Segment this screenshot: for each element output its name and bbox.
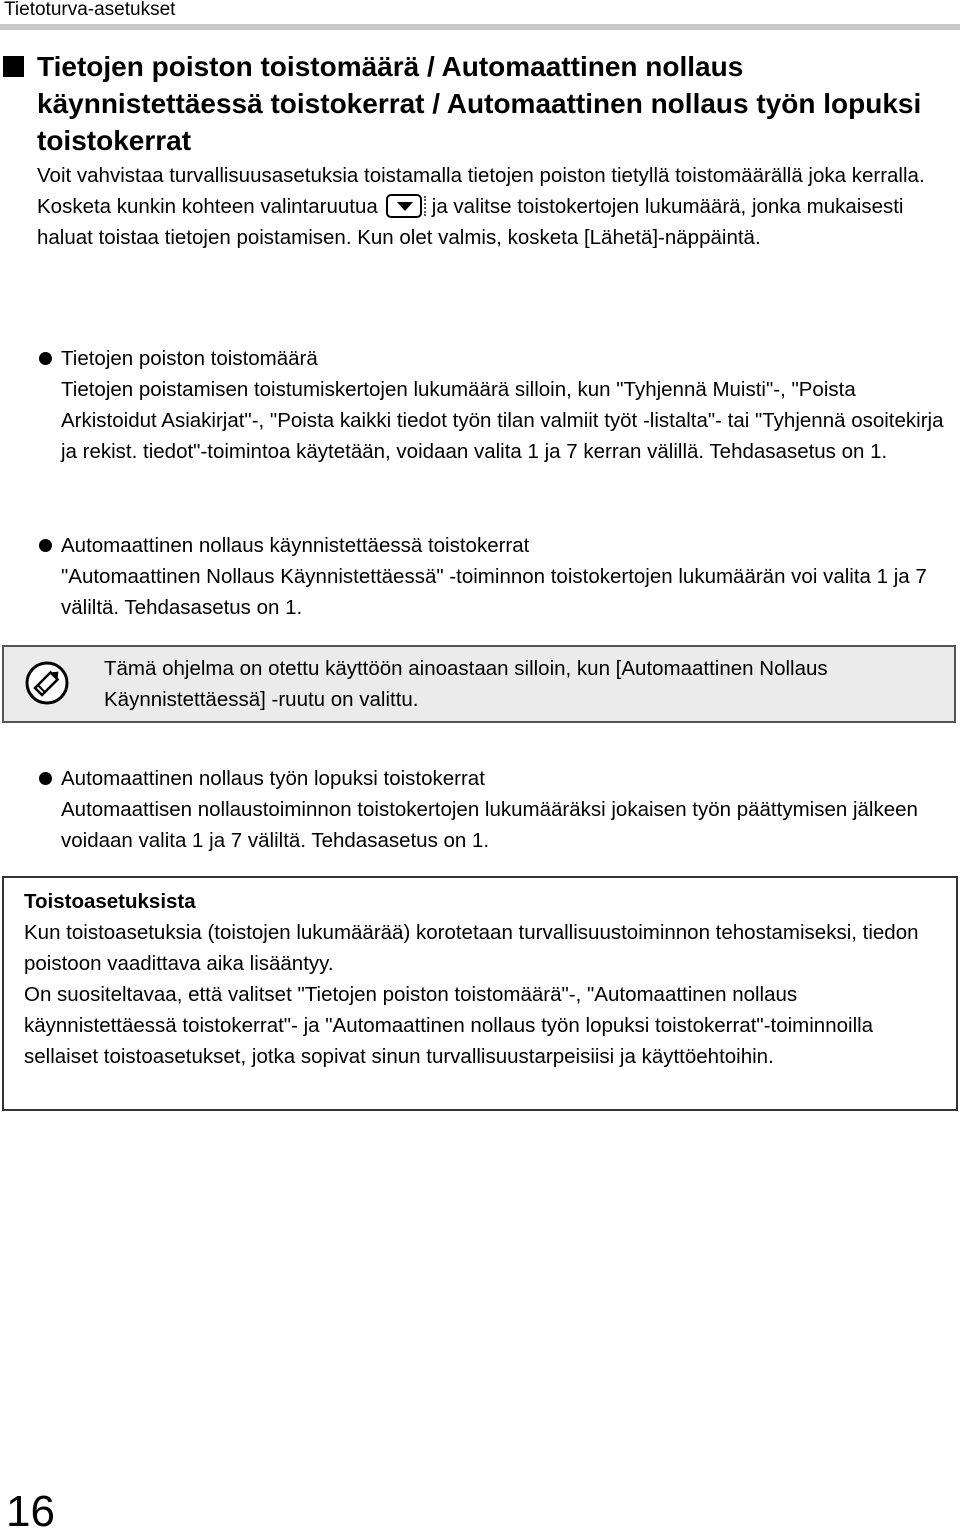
bullet-body: "Automaattinen Nollaus Käynnistettäessä" -toiminnon toistokertojen lukumäärän voi valita 1 ja 7 väliltä. Tehdasasetus on 1. <box>61 565 927 619</box>
section-header-label: Tietoturva-asetukset <box>4 0 176 20</box>
page-number: 16 <box>6 1487 55 1536</box>
bullet-dot-icon <box>39 772 52 785</box>
note-box <box>2 645 956 723</box>
bullet-heading <box>37 763 947 794</box>
pencil-note-icon <box>24 660 70 706</box>
intro-instruction-after: ja valitse toistokertojen lukumäärä, jonka mukaisesti haluat toistaa tietojen poistamisen. Kun olet valmis, kosketa [Lähetä]-näppäintä. <box>37 195 904 249</box>
info-paragraph-2: On suositeltavaa, että valitset "Tietojen poiston toistomäärä"-, "Automaattinen nollaus käynnistettäessä toistokerrat"- ja "Automaattinen nollaus työn lopuksi toistokerrat"-toiminnoilla sellaiset toistoasetukset, jotka sopivat sinun turvallisuustarpeisiisi ja käyttöehtoihin. <box>24 983 874 1068</box>
bullet-heading <box>37 343 947 374</box>
bullet-heading-text: Automaattinen nollaus käynnistettäessä toistokerrat <box>61 534 530 557</box>
intro-instruction-before: Kosketa kunkin kohteen valintaruutua <box>37 195 378 218</box>
info-box <box>2 876 958 1111</box>
bullet-dot-icon <box>39 352 52 365</box>
section-power-up-reset <box>37 530 947 623</box>
info-title: Toistoasetuksista <box>24 890 196 913</box>
bullet-body: Automaattisen nollaustoiminnon toistokertojen lukumääräksi jokaisen työn päättymisen jälkeen voidaan valita 1 ja 7 väliltä. Tehdasasetus on 1. <box>61 798 918 852</box>
page-title: Tietojen poiston toistomäärä / Automaattinen nollaus käynnistettäessä toistokerrat / Automaattinen nollaus työn lopuksi toistokerrat <box>37 51 922 156</box>
bullet-heading <box>37 530 947 561</box>
section-job-end-reset <box>37 763 947 856</box>
dropdown-arrow-icon <box>386 194 422 218</box>
intro-text <box>37 160 937 253</box>
section-data-clear-repeat <box>37 343 947 467</box>
intro-paragraph-1: Voit vahvistaa turvallisuusasetuksia toistamalla tietojen poiston tietyllä toistomäärällä joka kerralla. <box>37 164 925 187</box>
bullet-heading-text: Tietojen poiston toistomäärä <box>61 347 318 370</box>
intro-paragraph-2 <box>37 191 937 253</box>
bullet-dot-icon <box>39 539 52 552</box>
bullet-heading-text: Automaattinen nollaus työn lopuksi toistokerrat <box>61 767 485 790</box>
note-text: Tämä ohjelma on otettu käyttöön ainoastaan silloin, kun [Automaattinen Nollaus Käynnistettäessä] -ruutu on valittu. <box>104 657 828 711</box>
title-square-marker-icon <box>3 56 24 77</box>
info-content <box>24 886 934 1072</box>
bullet-body: Tietojen poistamisen toistumiskertojen lukumäärä silloin, kun "Tyhjennä Muisti"-, "Poista Arkistoidut Asiakirjat"-, "Poista kaikki tiedot työn tilan valmiit työt -listalta"- tai "Tyhjennä osoitekirja ja rekist. tiedot"-toimintoa käytetään, voidaan valita 1 ja 7 kerran välillä. Tehdasasetus on 1. <box>61 378 944 463</box>
header-divider <box>0 24 960 30</box>
info-paragraph-1: Kun toistoasetuksia (toistojen lukumäärää) korotetaan turvallisuustoiminnon tehostamiseksi, tiedon poistoon vaadittava aika lisääntyy. <box>24 921 919 975</box>
